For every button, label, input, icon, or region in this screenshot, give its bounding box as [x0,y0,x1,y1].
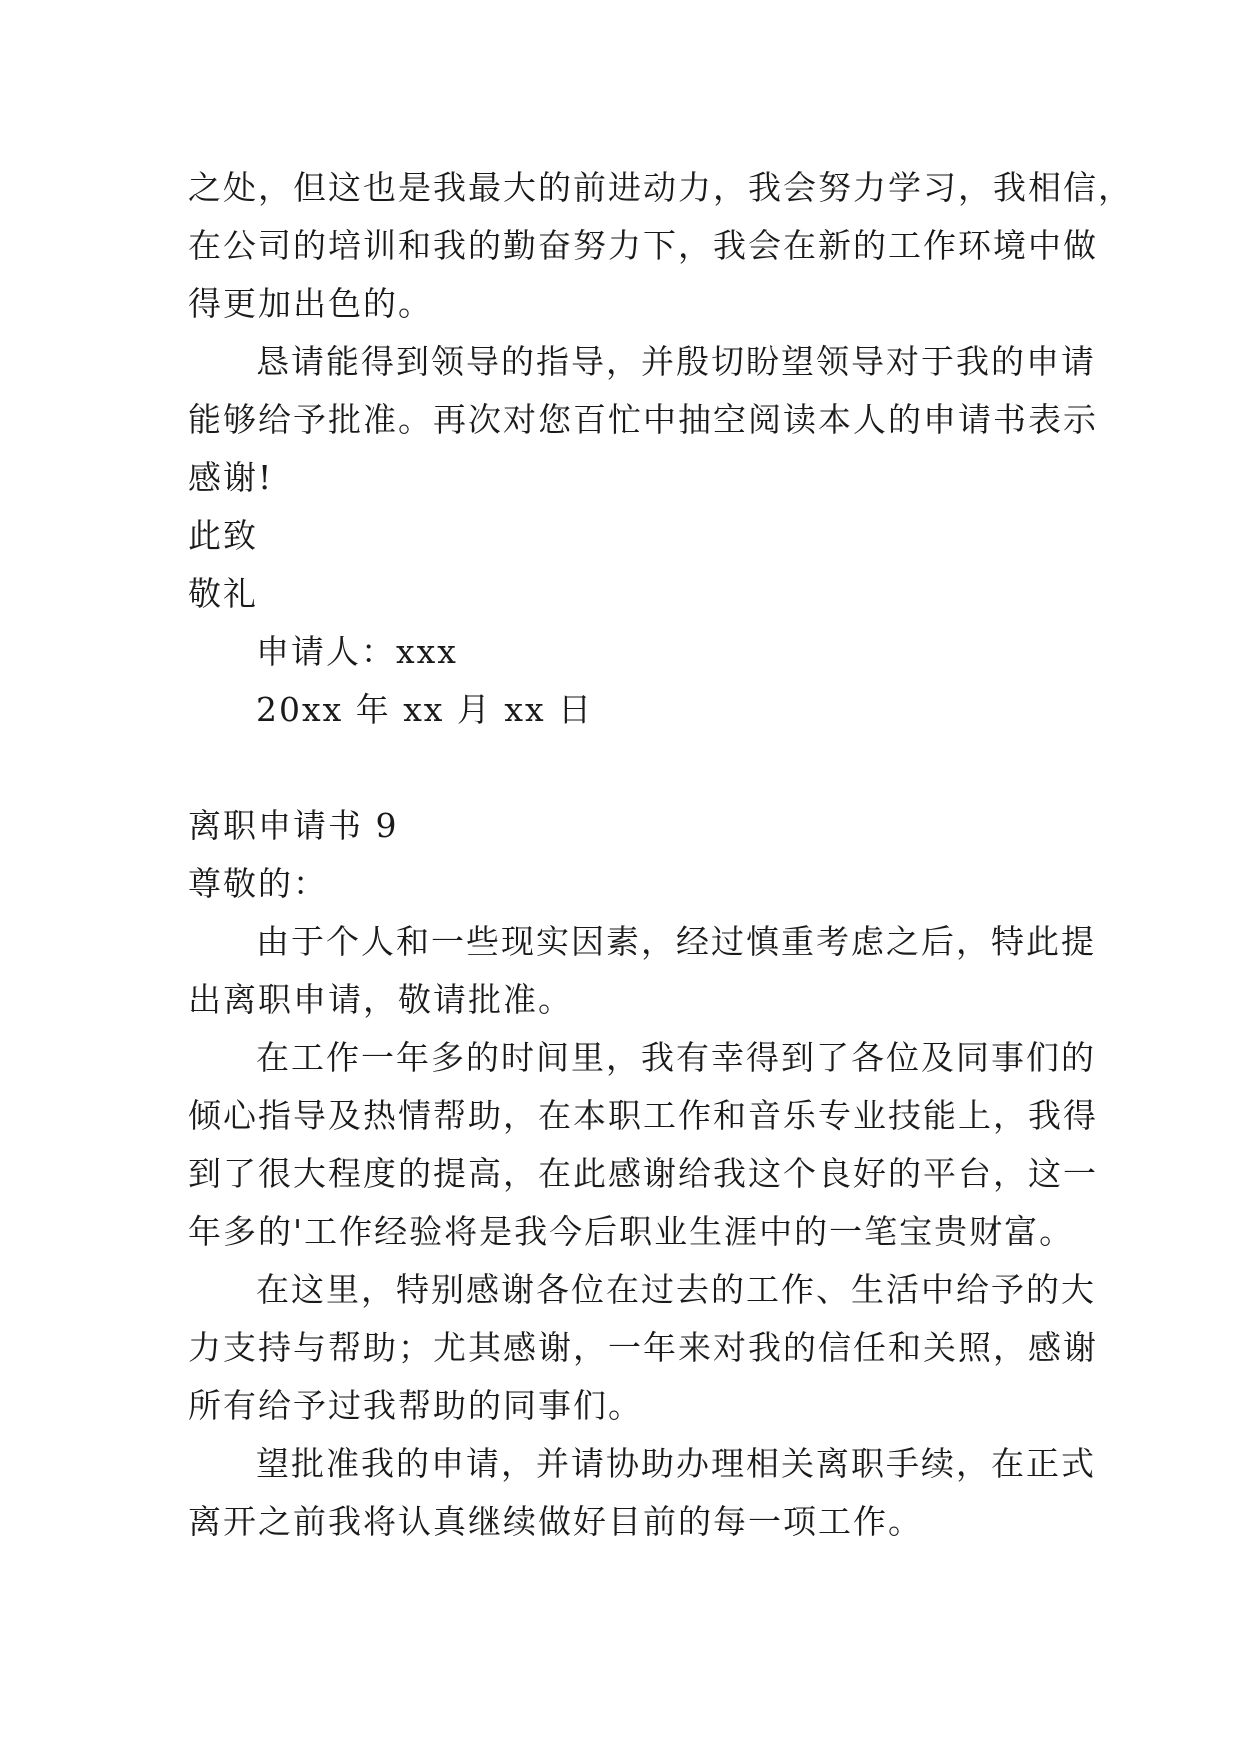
paragraph-line: 得更加出色的。 [188,284,433,323]
closing-line: 此致 [188,516,258,555]
paragraph-line: 出离职申请，敬请批准。 [188,980,573,1019]
paragraph-line: 感谢! [188,458,274,497]
paragraph-line: 力支持与帮助；尤其感谢，一年来对我的信任和关照，感谢 [188,1328,1098,1367]
paragraph-line: 由于个人和一些现实因素，经过慎重考虑之后，特此提 [256,922,1096,961]
paragraph-line: 能够给予批准。再次对您百忙中抽空阅读本人的申请书表示 [188,400,1098,439]
closing-line: 敬礼 [188,574,258,613]
paragraph-line: 所有给予过我帮助的同事们。 [188,1386,643,1425]
paragraph-line: 之处，但这也是我最大的前进动力，我会努力学习，我相信， [188,168,1133,207]
paragraph-line: 倾心指导及热情帮助，在本职工作和音乐专业技能上，我得 [188,1096,1098,1135]
signature-date: 20xx 年 xx 月 xx 日 [256,690,594,729]
paragraph-line: 年多的'工作经验将是我今后职业生涯中的一笔宝贵财富。 [188,1212,1075,1251]
paragraph-line: 到了很大程度的提高，在此感谢给我这个良好的平台，这一 [188,1154,1098,1193]
paragraph-line: 恳请能得到领导的指导，并殷切盼望领导对于我的申请 [256,342,1096,381]
letter-title: 离职申请书 9 [188,806,399,845]
paragraph-line: 望批准我的申请，并请协助办理相关离职手续，在正式 [256,1444,1096,1483]
paragraph-line: 在公司的培训和我的勤奋努力下，我会在新的工作环境中做 [188,226,1098,265]
paragraph-line: 在工作一年多的时间里，我有幸得到了各位及同事们的 [256,1038,1096,1077]
paragraph-line: 离开之前我将认真继续做好目前的每一项工作。 [188,1502,923,1541]
salutation: 尊敬的： [188,864,328,903]
paragraph-line: 在这里，特别感谢各位在过去的工作、生活中给予的大 [256,1270,1096,1309]
applicant-signature: 申请人：xxx [256,632,458,671]
